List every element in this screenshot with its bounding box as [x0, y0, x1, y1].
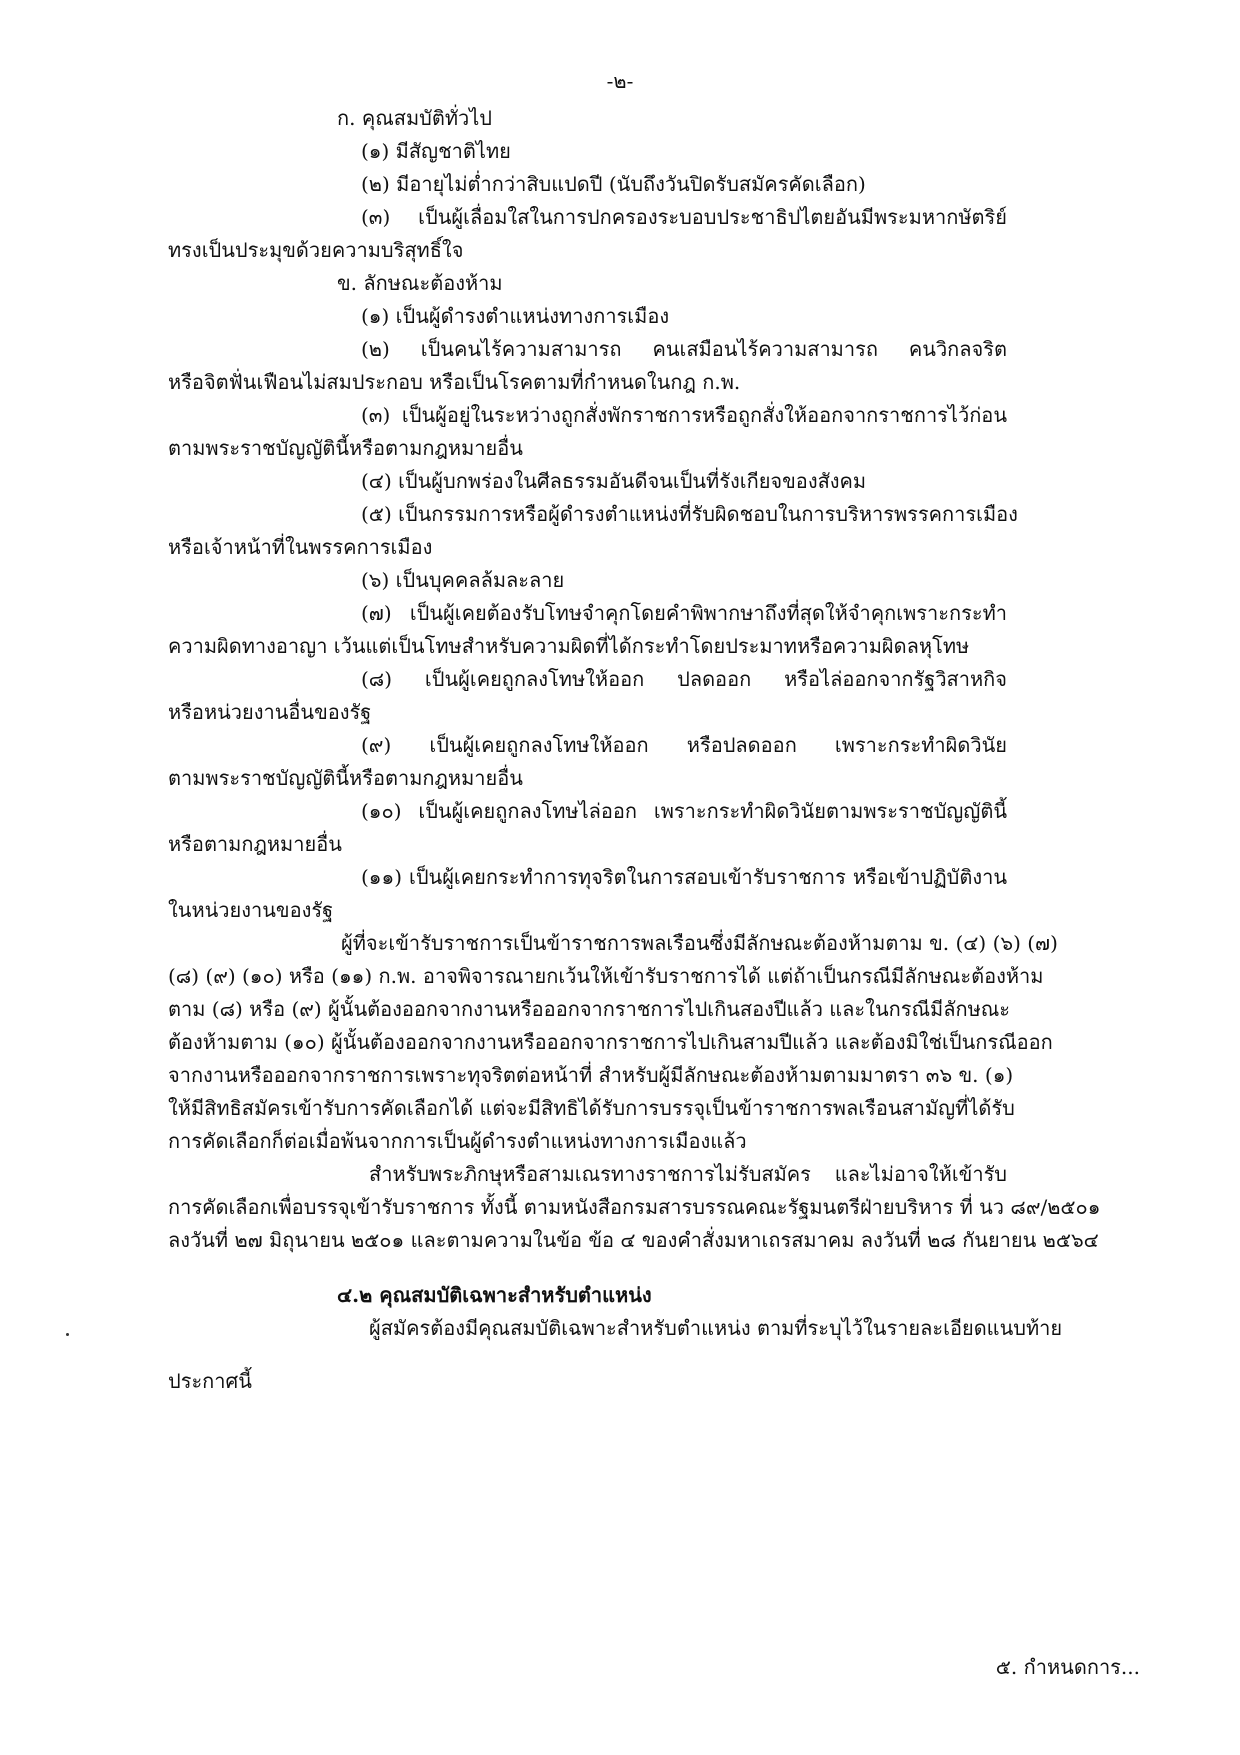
- prohibited-line: (๗) เป็นผู้เคยต้องรับโทษจำคุกโดยคำพิพากษาถึงที่สุดให้จำคุกเพราะกระทำ: [361, 601, 1007, 625]
- exemption-line: (๘) (๙) (๑๐) หรือ (๑๑) ก.พ. อาจพิจารณายกเว้นให้เข้ารับราชการได้ แต่ถ้าเป็นกรณีมีลักษณะต้องห้าม: [168, 964, 1044, 988]
- prohibited-line: (๖) เป็นบุคคลล้มละลาย: [361, 568, 565, 592]
- exemption-line: ต้องห้ามตาม (๑๐) ผู้นั้นต้องออกจากงานหรือออกจากราชการไปเกินสามปีแล้ว และต้องมิใช่เป็นกรณีออก: [168, 1030, 1053, 1054]
- prohibited-line: (๑) เป็นผู้ดำรงตำแหน่งทางการเมือง: [361, 304, 670, 328]
- section-4-2-line: ผู้สมัครต้องมีคุณสมบัติเฉพาะสำหรับตำแหน่ง ตามที่ระบุไว้ในรายละเอียดแนบท้าย: [369, 1316, 1063, 1340]
- prohibited-line: ในหน่วยงานของรัฐ: [168, 898, 334, 922]
- monk-line: การคัดเลือกเพื่อบรรจุเข้ารับราชการ ทั้งนี้ ตามหนังสือกรมสารบรรณคณะรัฐมนตรีฝ่ายบริหาร ที่ นว ๘๙/๒๕๐๑: [168, 1195, 1101, 1219]
- general-item-3: (๓) เป็นผู้เลื่อมใสในการปกครองระบอบประชาธิปไตยอันมีพระมหากษัตริย์: [361, 205, 1007, 229]
- scan-speck: [66, 1333, 69, 1336]
- exemption-line: ตาม (๘) หรือ (๙) ผู้นั้นต้องออกจากงานหรือออกจากราชการไปเกินสองปีแล้ว และในกรณีมีลักษณะ: [168, 997, 1011, 1021]
- prohibited-line: (๙) เป็นผู้เคยถูกลงโทษให้ออก หรือปลดออก เพราะกระทำผิดวินัย: [361, 733, 1007, 757]
- section-4-2-heading: ๔.๒ คุณสมบัติเฉพาะสำหรับตำแหน่ง: [337, 1283, 652, 1307]
- exemption-line: จากงานหรือออกจากราชการเพราะทุจริตต่อหน้าที่ สำหรับผู้มีลักษณะต้องห้ามตามมาตรา ๓๖ ข. (๑): [168, 1063, 1014, 1087]
- prohibited-line: ตามพระราชบัญญัตินี้หรือตามกฎหมายอื่น: [168, 436, 523, 460]
- exemption-line: ผู้ที่จะเข้ารับราชการเป็นข้าราชการพลเรือนซึ่งมีลักษณะต้องห้ามตาม ข. (๔) (๖) (๗): [341, 931, 1058, 955]
- prohibited-line: (๑๐) เป็นผู้เคยถูกลงโทษไล่ออก เพราะกระทำผิดวินัยตามพระราชบัญญัตินี้: [361, 799, 1007, 823]
- section-4-2-line: ประกาศนี้: [168, 1369, 252, 1393]
- page-number: -๒-: [606, 69, 634, 93]
- prohibited-line: หรือเจ้าหน้าที่ในพรรคการเมือง: [168, 535, 433, 559]
- general-heading: ก. คุณสมบัติทั่วไป: [337, 106, 492, 130]
- continuation-marker: ๕. กำหนดการ...: [995, 1655, 1140, 1679]
- prohibited-heading: ข. ลักษณะต้องห้าม: [337, 271, 503, 295]
- prohibited-line: (๔) เป็นผู้บกพร่องในศีลธรรมอันดีจนเป็นที่รังเกียจของสังคม: [361, 469, 867, 493]
- exemption-line: การคัดเลือกก็ต่อเมื่อพ้นจากการเป็นผู้ดำรงตำแหน่งทางการเมืองแล้ว: [168, 1129, 747, 1153]
- exemption-line: ให้มีสิทธิสมัครเข้ารับการคัดเลือกได้ แต่จะมีสิทธิได้รับการบรรจุเป็นข้าราชการพลเรือนสามัญที่ได้รับ: [168, 1096, 1015, 1120]
- prohibited-line: ความผิดทางอาญา เว้นแต่เป็นโทษสำหรับความผิดที่ได้กระทำโดยประมาทหรือความผิดลหุโทษ: [168, 634, 970, 658]
- monk-line: ลงวันที่ ๒๗ มิถุนายน ๒๕๐๑ และตามความในข้อ ข้อ ๔ ของคำสั่งมหาเถรสมาคม ลงวันที่ ๒๘ กันยายน ๒๕๖๔: [168, 1228, 1099, 1252]
- prohibited-line: (๒) เป็นคนไร้ความสามารถ คนเสมือนไร้ความสามารถ คนวิกลจริต: [361, 337, 1007, 361]
- prohibited-line: (๘) เป็นผู้เคยถูกลงโทษให้ออก ปลดออก หรือไล่ออกจากรัฐวิสาหกิจ: [361, 667, 1007, 691]
- prohibited-line: ตามพระราชบัญญัตินี้หรือตามกฎหมายอื่น: [168, 766, 523, 790]
- prohibited-line: หรือตามกฎหมายอื่น: [168, 832, 342, 856]
- prohibited-line: (๕) เป็นกรรมการหรือผู้ดำรงตำแหน่งที่รับผิดชอบในการบริหารพรรคการเมือง: [361, 502, 1018, 526]
- prohibited-line: (๓) เป็นผู้อยู่ในระหว่างถูกสั่งพักราชการหรือถูกสั่งให้ออกจากราชการไว้ก่อน: [361, 403, 1007, 427]
- general-item-1: (๑) มีสัญชาติไทย: [361, 139, 511, 163]
- prohibited-line: หรือหน่วยงานอื่นของรัฐ: [168, 700, 372, 724]
- prohibited-line: หรือจิตฟั่นเฟือนไม่สมประกอบ หรือเป็นโรคตามที่กำหนดในกฎ ก.พ.: [168, 370, 741, 394]
- prohibited-line: (๑๑) เป็นผู้เคยกระทำการทุจริตในการสอบเข้ารับราชการ หรือเข้าปฏิบัติงาน: [361, 865, 1007, 889]
- general-item-2: (๒) มีอายุไม่ต่ำกว่าสิบแปดปี (นับถึงวันปิดรับสมัครคัดเลือก): [361, 172, 866, 196]
- monk-line: สำหรับพระภิกษุหรือสามเณรทางราชการไม่รับสมัคร และไม่อาจให้เข้ารับ: [369, 1162, 1007, 1186]
- general-item-3-cont: ทรงเป็นประมุขด้วยความบริสุทธิ์ใจ: [168, 238, 464, 262]
